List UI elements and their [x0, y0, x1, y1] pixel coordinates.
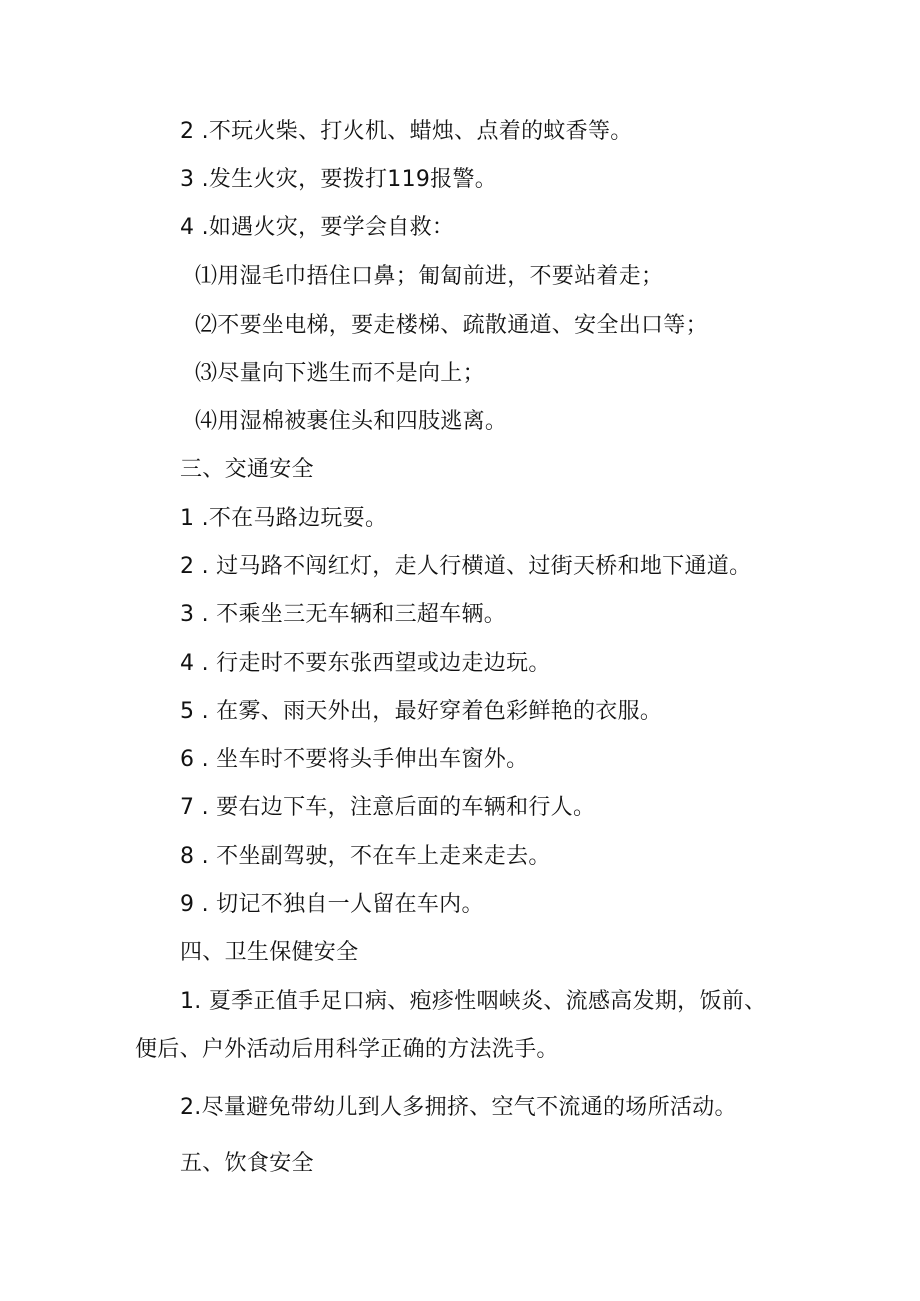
traffic-item-3: 3 . 不乘坐三无车辆和三超车辆。 [180, 602, 507, 627]
traffic-item-8: 8 . 不坐副驾驶，不在车上走来走去。 [180, 844, 551, 869]
fire-item-2: 2 .不玩火柴、打火机、蜡烛、点着的蚊香等。 [180, 119, 633, 144]
traffic-item-9: 9 . 切记不独自一人留在车内。 [180, 892, 484, 917]
section-heading-food: 五、饮食安全 [180, 1151, 314, 1176]
traffic-item-1: 1 .不在马路边玩耍。 [180, 506, 388, 531]
fire-item-4: 4 .如遇火灾，要学会自救： [180, 215, 455, 240]
fire-item-3: 3 .发生火灾，要拨打119报警。 [180, 167, 498, 192]
traffic-item-2: 2 . 过马路不闯红灯，走人行横道、过街天桥和地下通道。 [180, 554, 752, 579]
traffic-item-7: 7 . 要右边下车，注意后面的车辆和行人。 [180, 795, 596, 820]
fire-subitem-4: ⑷用湿棉被裹住头和四肢逃离。 [195, 409, 508, 434]
health-item-1-line-1: 1. 夏季正值手足口病、疱疹性咽峡炎、流感高发期，饭前、 [180, 989, 767, 1014]
traffic-item-6: 6 . 坐车时不要将头手伸出车窗外。 [180, 747, 529, 772]
fire-subitem-2: ⑵不要坐电梯，要走楼梯、疏散通道、安全出口等； [195, 313, 708, 338]
section-heading-health: 四、卫生保健安全 [180, 940, 359, 965]
traffic-item-4: 4 . 行走时不要东张西望或边走边玩。 [180, 651, 551, 676]
fire-subitem-1: ⑴用湿毛巾捂住口鼻；匍匐前进，不要站着走； [195, 264, 664, 289]
fire-subitem-3: ⑶尽量向下逃生而不是向上； [195, 361, 485, 386]
health-item-2: 2.尽量避免带幼儿到人多拥挤、空气不流通的场所活动。 [180, 1095, 737, 1120]
section-heading-traffic: 三、交通安全 [180, 457, 314, 482]
health-item-1-line-2: 便后、户外活动后用科学正确的方法洗手。 [135, 1037, 559, 1062]
traffic-item-5: 5 . 在雾、雨天外出，最好穿着色彩鲜艳的衣服。 [180, 699, 663, 724]
